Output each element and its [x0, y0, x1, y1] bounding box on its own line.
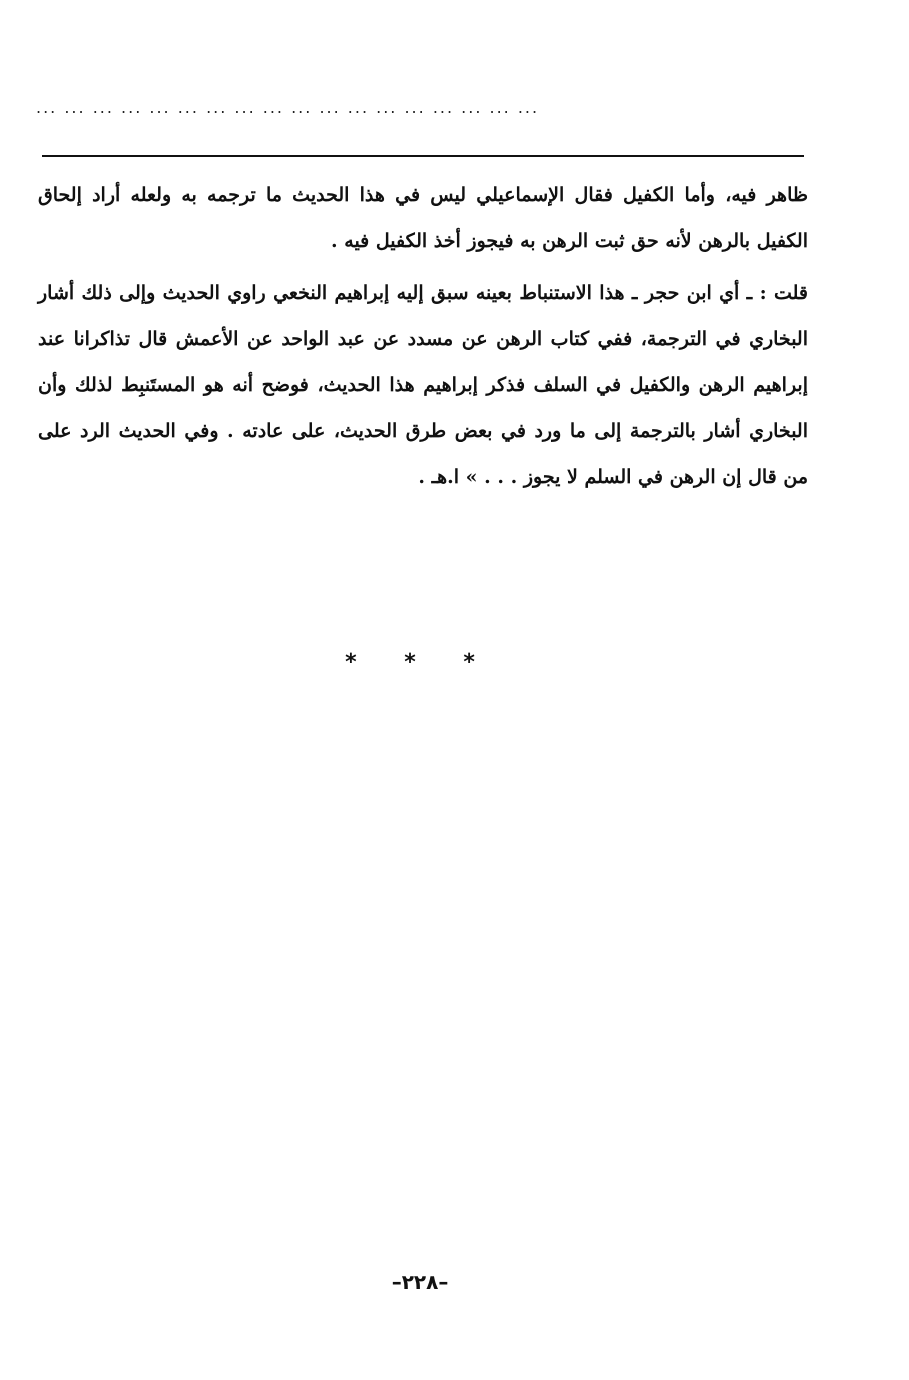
section-end-ornament: * * * — [345, 650, 495, 675]
paragraph-1: ظاهر فيه، وأما الكفيل فقال الإسماعيلي ليس في هذا الحديث ما ترجمه به ولعله أراد إلحاق الكفيل بالرهن لأنه حق ثبت الرهن به فيجوز أخذ الكفيل فيه . — [38, 184, 808, 252]
separator-line — [42, 155, 804, 157]
main-text — [38, 172, 808, 500]
ellipsis-row: ... ... ... ... ... ... ... ... ... ... ... ... ... ... ... ... ... ... — [36, 98, 540, 117]
paragraph-2: قلت : ـ أي ابن حجر ـ هذا الاستنباط بعينه سبق إليه إبراهيم النخعي راوي الحديث وإلى ذلك أشار البخاري في الترجمة، ففي كتاب الرهن عن مسدد عن عبد الواحد عن الأعمش قال تذاكرانا عند إبراهيم الرهن والكفيل في السلف فذكر إبراهيم هذا الحديث، فوضح أنه هو المستَنبِط لذلك وأن البخاري أشار بالترجمة إلى ما ورد في بعض طرق الحديث، على عادته . وفي الحديث الرد على من قال إن الرهن في السلم لا يجوز . . . » ا.هـ . — [38, 282, 808, 488]
page-number: –٢٢٨– — [391, 1270, 449, 1294]
